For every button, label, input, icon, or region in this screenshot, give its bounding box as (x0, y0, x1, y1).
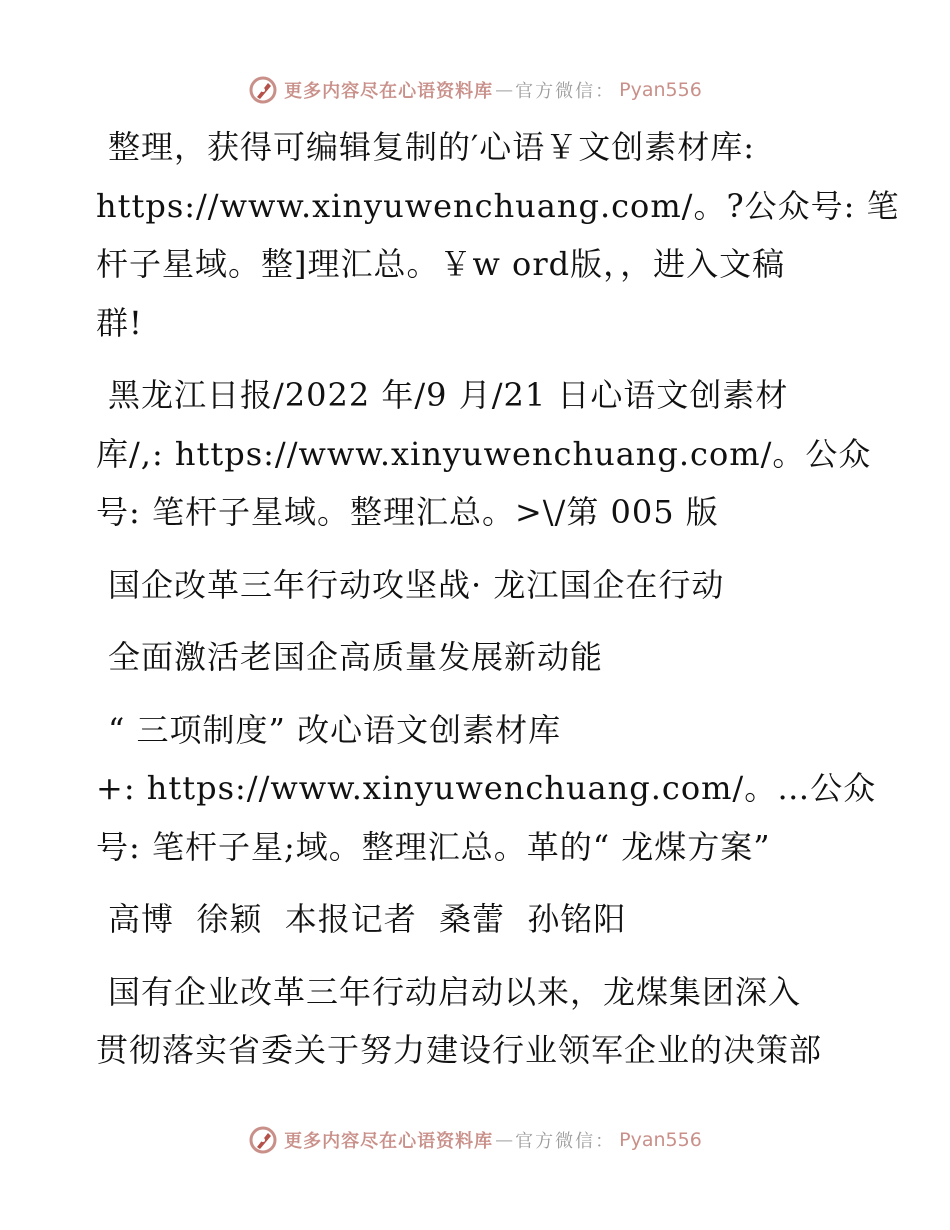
watermark-wechat-id: Pyan556 (619, 1129, 702, 1151)
watermark-wechat-id: Pyan556 (619, 79, 702, 101)
paragraph-source (96, 366, 872, 542)
text-line: 黑龙江日报/2022 年/9 月/21 日心语文创素材 (108, 376, 789, 414)
watermark-separator: — (495, 79, 514, 101)
text-line: 国企改革三年行动攻坚战· 龙江国企在行动 (108, 565, 725, 604)
header-watermark (0, 70, 950, 110)
text-line: 高博 徐颖 本报记者 桑蕾 孙铭阳 (108, 900, 627, 938)
text-line: 贯彻落实省委关于努力建设行业领军企业的决策部 (96, 1031, 823, 1069)
text-line: 国有企业改革三年行动启动以来，龙煤集团深入 (108, 972, 802, 1011)
paragraph-subheadline (96, 701, 877, 877)
paragraph-body (96, 963, 866, 1080)
watermark-label: 官方微信： (515, 1131, 616, 1152)
text-line: 号: 笔杆子星域。整理汇总。>\/第 005 版 (96, 493, 719, 531)
text-line: 库/,: https://www.xinyuwenchuang.com/。公众 (96, 434, 872, 473)
watermark-label: 官方微信： (515, 81, 616, 102)
watermark-brand: 更多内容尽在心语资料库 (284, 1131, 494, 1152)
paragraph-headline (96, 628, 866, 687)
paragraph-intro (96, 118, 900, 352)
text-line: 整理，获得可编辑复制的′心语￥文创素材库: (108, 128, 756, 166)
paragraph-column-title (96, 556, 866, 615)
text-line: 群! (96, 303, 143, 342)
text-line: 全面激活老国企高质量发展新动能 (108, 638, 604, 676)
watermark-brand: 更多内容尽在心语资料库 (284, 81, 494, 102)
watermark-separator: — (495, 1129, 514, 1151)
paragraph-byline (96, 890, 866, 949)
pen-logo-icon (248, 1125, 278, 1155)
text-line: +: https://www.xinyuwenchuang.com/。…公众 (96, 769, 877, 807)
document-body (96, 118, 900, 1094)
text-line: 杆子星域。整]理汇总。￥w ord版，，进入文稿 (96, 245, 786, 283)
text-line: “ 三项制度” 改心语文创素材库 (108, 710, 562, 749)
text-line: https://www.xinyuwenchuang.com/。?公众号: 笔 (96, 186, 900, 225)
footer-watermark (0, 1120, 950, 1160)
pen-logo-icon (248, 75, 278, 105)
text-line: 号: 笔杆子星;域。整理汇总。革的“ 龙煤方案” (96, 827, 771, 866)
